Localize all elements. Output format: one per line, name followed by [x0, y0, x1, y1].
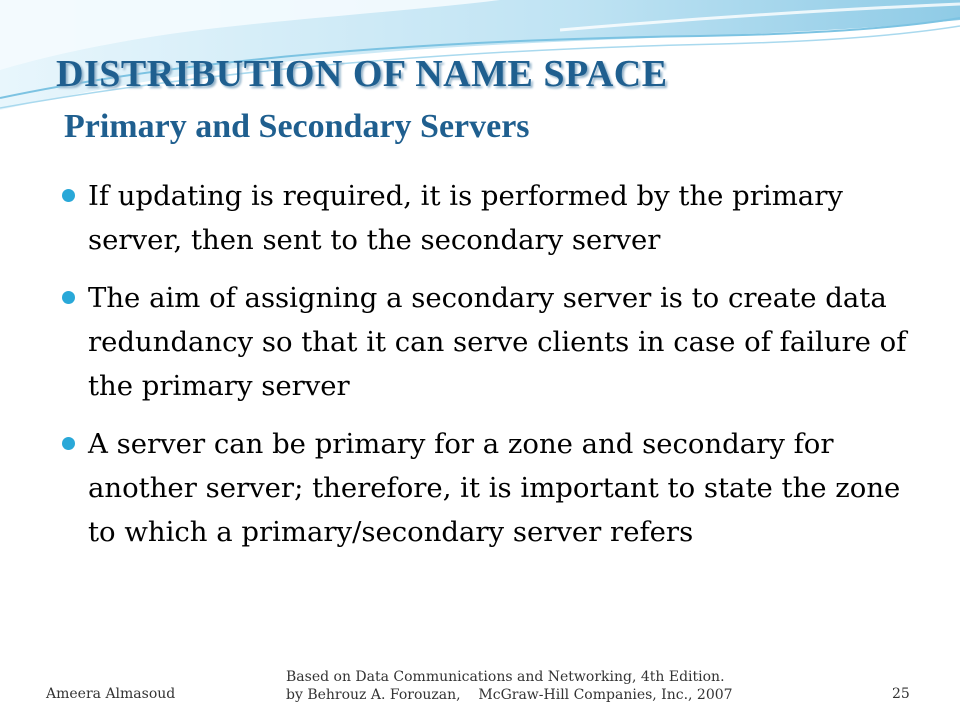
bullet-text: A server can be primary for a zone and secondary for another server; therefore, it is important to state the zone to which a primary/secondary server refers [88, 428, 901, 548]
bullet-dot-icon [62, 437, 75, 450]
bullet-item [60, 422, 920, 554]
slide-subtitle: Primary and Secondary Servers [64, 108, 530, 145]
bullet-item [60, 276, 920, 408]
slide-title: DISTRIBUTION OF NAME SPACE [56, 53, 668, 95]
page-number: 25 [892, 686, 910, 702]
bullet-dot-icon [62, 291, 75, 304]
bullet-text: If updating is required, it is performed by the primary server, then sent to the secondary server [88, 180, 843, 256]
footer-author: Ameera Almasoud [46, 686, 176, 702]
bullet-text: The aim of assigning a secondary server is to create data redundancy so that it can serve clients in case of failure of the primary server [88, 282, 907, 402]
footer-source [286, 668, 733, 704]
bullet-list [60, 174, 920, 568]
footer-source-line-2: by Behrouz A. Forouzan, McGraw-Hill Companies, Inc., 2007 [286, 687, 733, 703]
bullet-item [60, 174, 920, 262]
footer-source-line-1: Based on Data Communications and Networking, 4th Edition. [286, 669, 725, 685]
bullet-dot-icon [62, 189, 75, 202]
